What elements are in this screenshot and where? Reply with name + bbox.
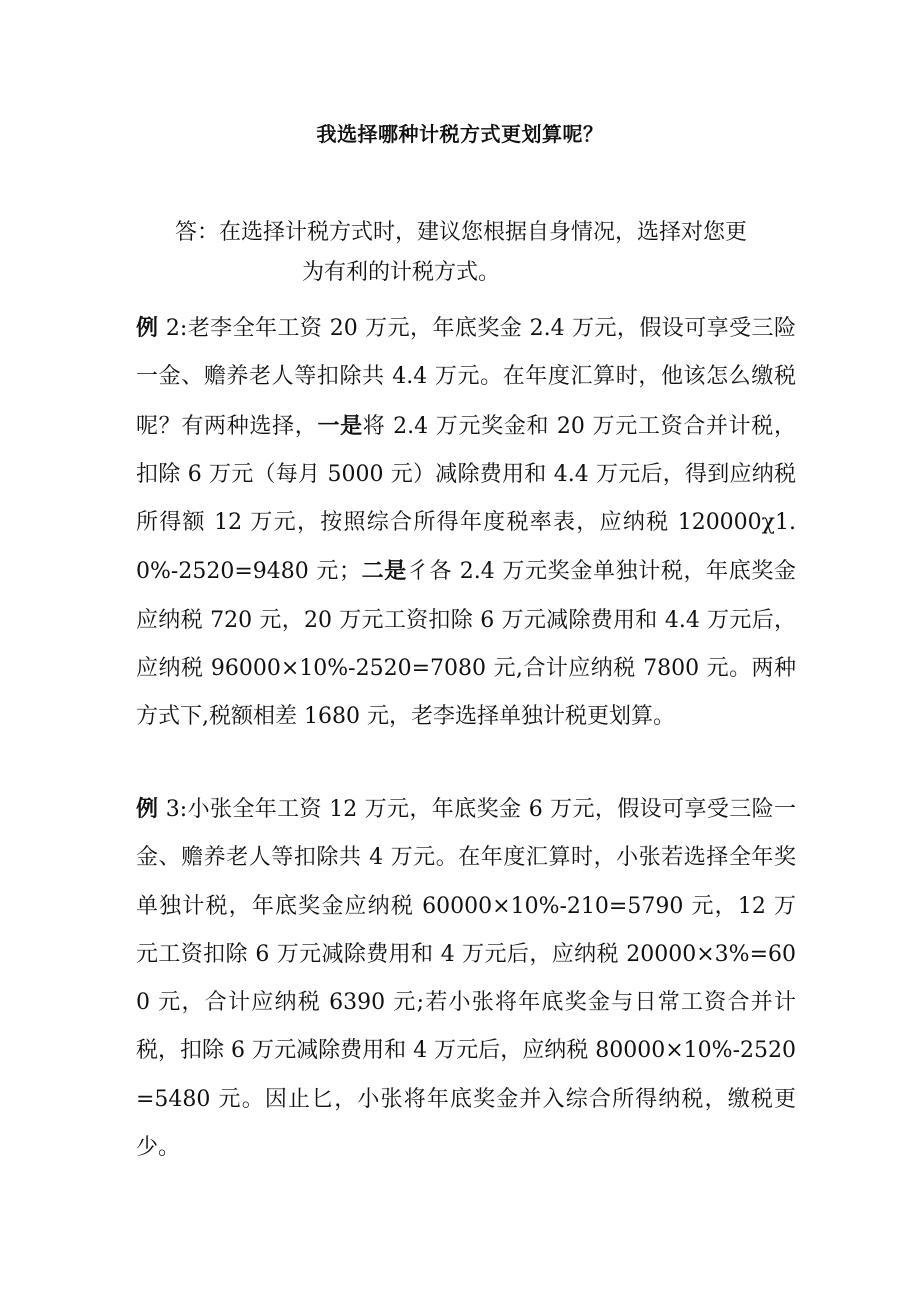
answer-paragraph xyxy=(175,213,795,293)
example-3-label: 例 xyxy=(136,796,159,822)
page-title: 我选择哪种计税方式更划算呢？ xyxy=(316,122,604,146)
example-2-label: 例 xyxy=(136,315,159,341)
example-3-paragraph xyxy=(136,785,796,1172)
example-2-paragraph xyxy=(136,304,796,742)
answer-line-1: 答：在选择计税方式时，建议您根据自身情况，选择对您更 xyxy=(175,220,748,245)
example-3-text: 3:小张全年工资 12 万元，年底奖金 6 万元，假设可享受三险一金、赡养老人等扣除共 4 万元。在年度汇算时，小张若选择全年奖单独计税，年底奖金应纳税 60000×10%-210=5790 元，12 万元工资扣除 6 万元减除费用和 4 万元后，应纳税 20000×3%=600 元，合计应纳税 6390 元;若小张将年底奖金与日常工资合并计税，扣除 6 万元减除费用和 4 万元后，应纳税 80000×10%-2520=5480 元。因止匕，小张将年底奖金并入综合所得纳税，缴税更少。 xyxy=(136,797,796,1161)
example-2-text-b: 将 2.4 万元奖金和 20 万元工资合并计税，扣除 6 万元（每月 5000 元）减除费用和 4.4 万元后，得到应纳税所得额 12 万元，按照综合所得年度税率表，应纳税 120000χ1.0%-2520=9480 元； xyxy=(136,413,796,585)
example-2-text-c: 彳各 2.4 万元奖金单独计税，年底奖金应纳税 720 元，20 万元工资扣除 6 万元减除费用和 4.4 万元后，应纳税 96000×10%-2520=7080 元,合计应纳税 7800 元。两种方式下,税额相差 1680 元，老李选择单独计税更划算。 xyxy=(136,559,796,730)
example-2-option1-label: 一是 xyxy=(317,412,363,439)
answer-line-2: 为有利的计税方式。 xyxy=(302,260,501,285)
example-2-text-a: 2:老李全年工资 20 万元，年底奖金 2.4 万元，假设可享受三险一金、赡养老人等扣除共 4.4 万元。在年度汇算时，他该怎么缴税呢？有两种选择， xyxy=(136,316,796,439)
example-2-option2-label: 二是 xyxy=(361,558,407,585)
